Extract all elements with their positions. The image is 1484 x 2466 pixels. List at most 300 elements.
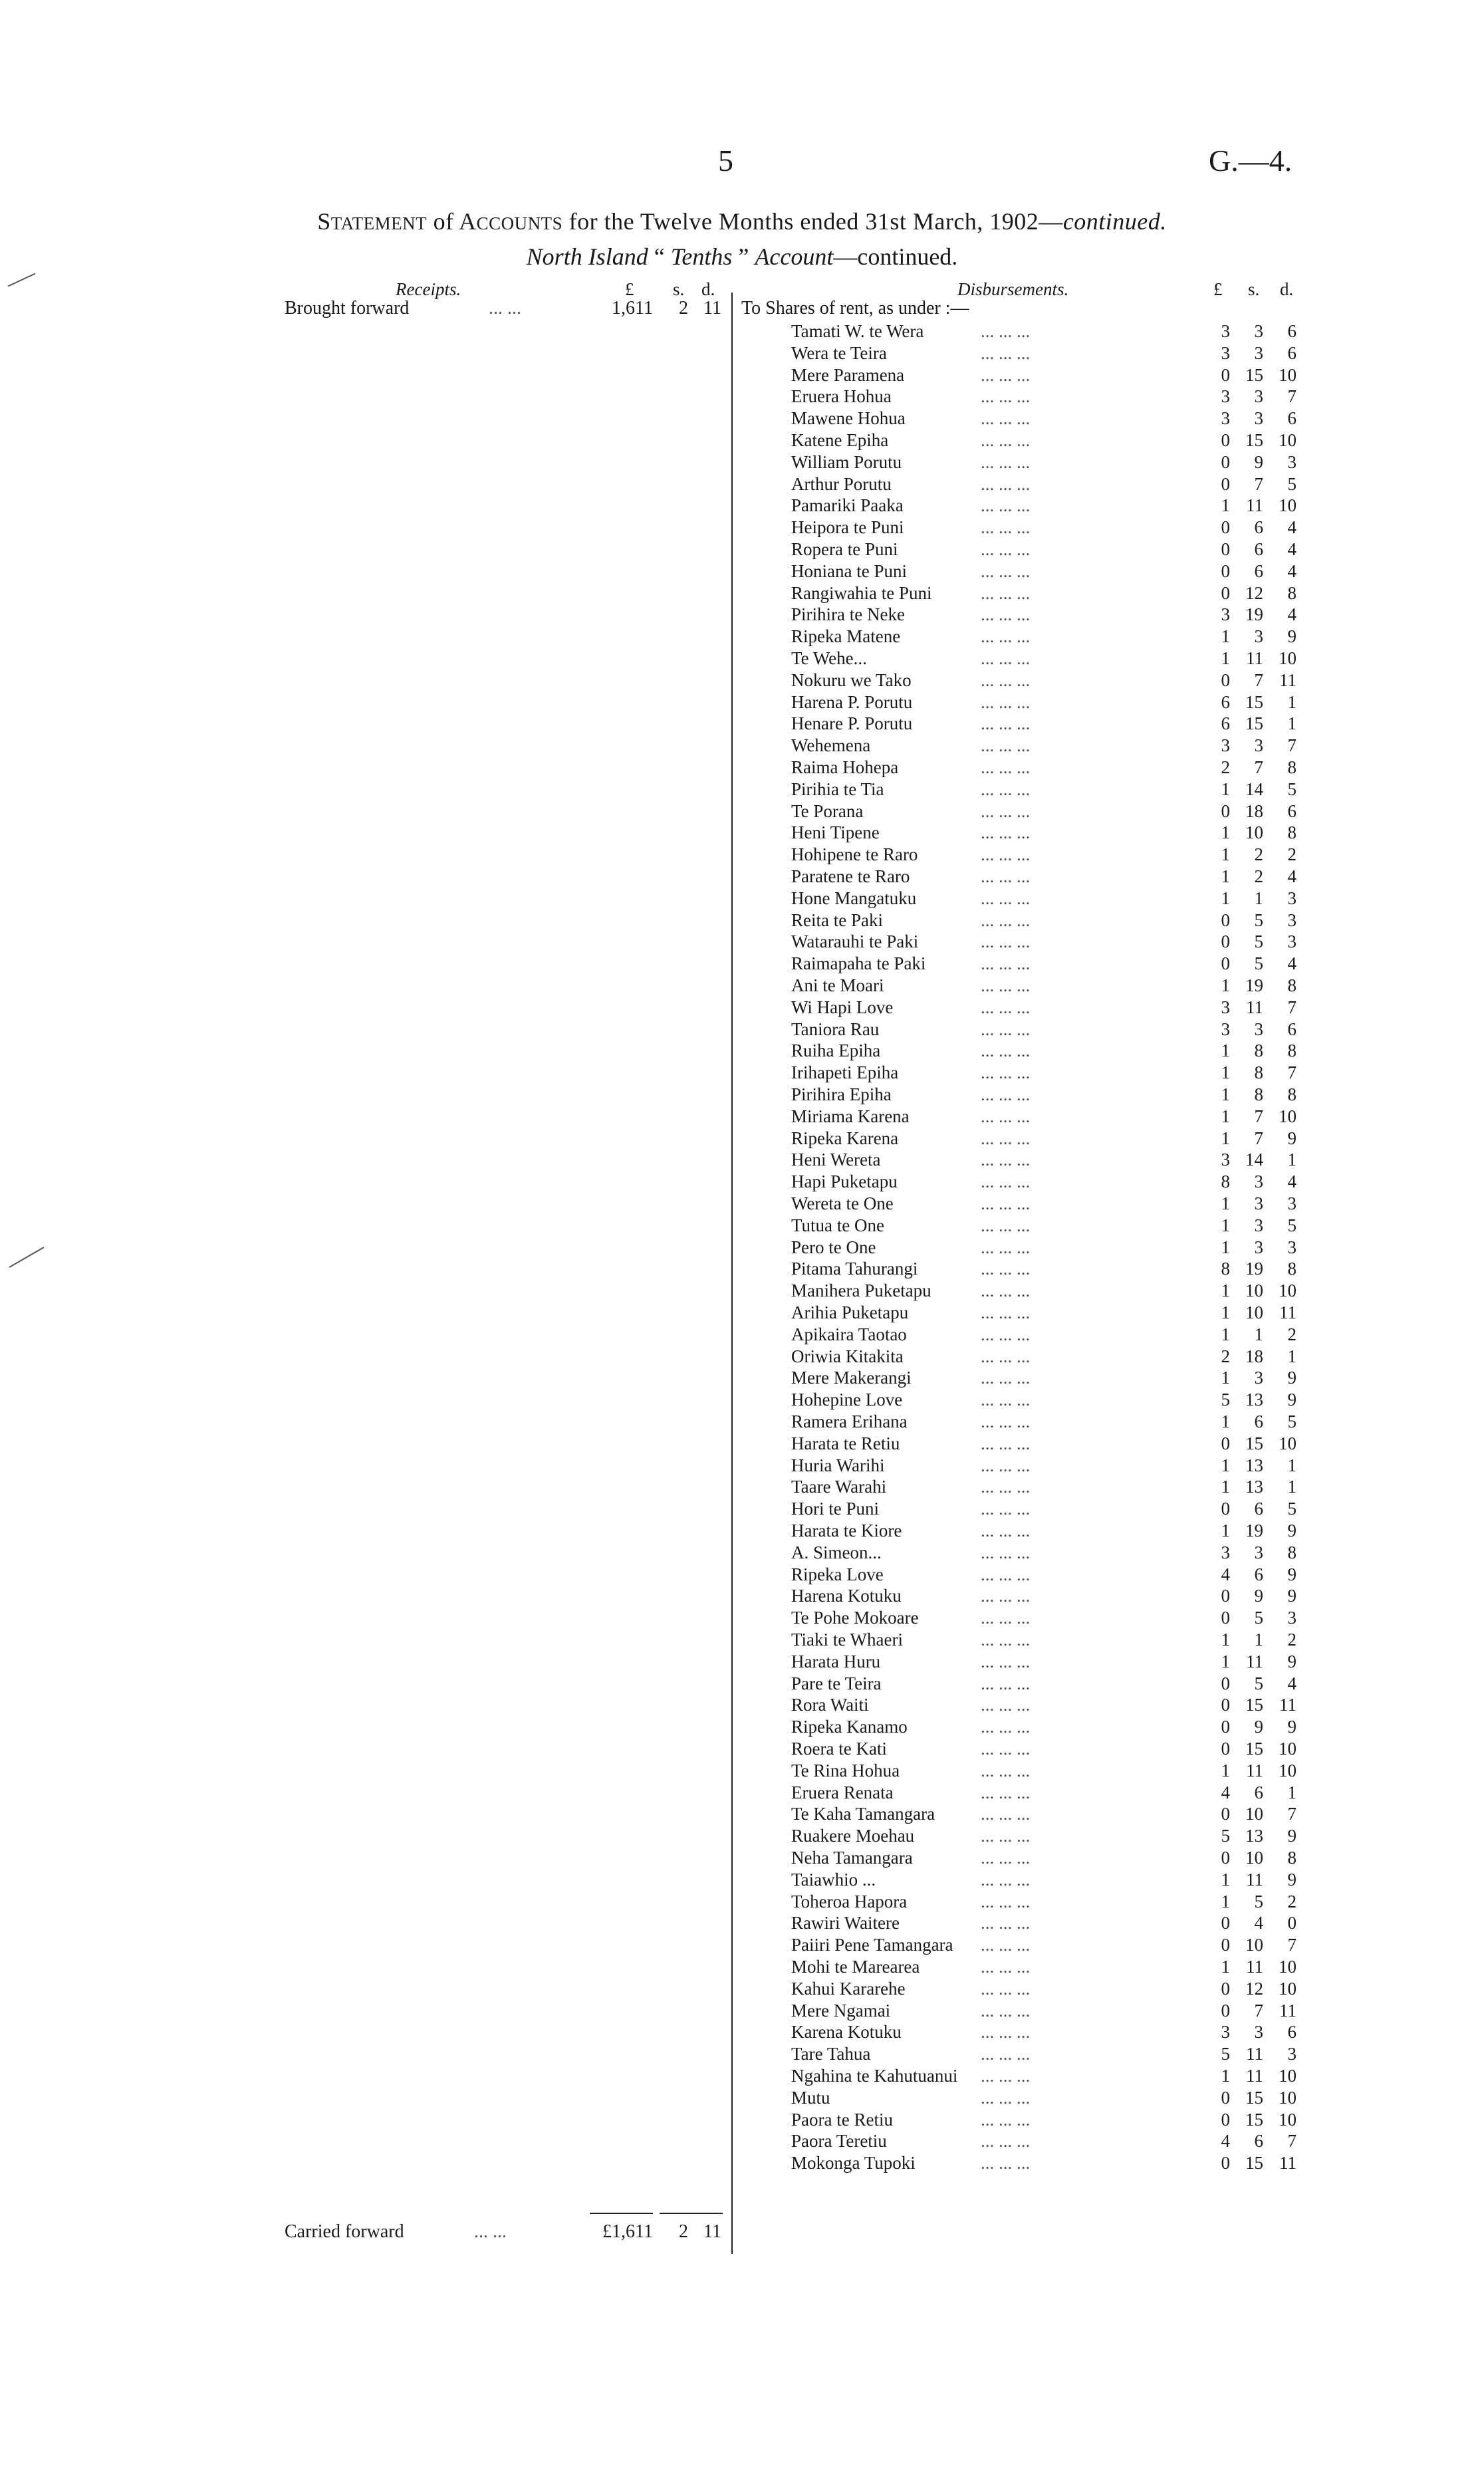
row-pence: 7 bbox=[1287, 1804, 1297, 1824]
row-leader-dots: ... ... ... bbox=[981, 931, 1031, 952]
row-pence: 8 bbox=[1287, 1084, 1297, 1104]
row-name: Mutu bbox=[791, 2087, 830, 2108]
row-pence: 2 bbox=[1287, 844, 1297, 865]
row-leader-dots: ... ... ... bbox=[981, 844, 1031, 865]
row-shillings: 3 bbox=[1254, 626, 1263, 647]
row-leader-dots: ... ... ... bbox=[981, 779, 1031, 799]
receipts-col-pounds: £ bbox=[625, 279, 634, 299]
row-name: Ngahina te Kahutuanui bbox=[791, 2066, 958, 2086]
row-pence: 8 bbox=[1287, 822, 1297, 843]
row-pence: 6 bbox=[1287, 801, 1297, 821]
row-pence: 10 bbox=[1279, 2087, 1297, 2108]
row-pounds: 2 bbox=[1221, 757, 1230, 777]
row-name: Watarauhi te Paki bbox=[791, 931, 919, 952]
row-shillings: 3 bbox=[1254, 1019, 1263, 1039]
row-pence: 4 bbox=[1287, 560, 1297, 581]
row-pence: 5 bbox=[1287, 1412, 1297, 1431]
row-pounds: 4 bbox=[1221, 2131, 1230, 2152]
row-shillings: 11 bbox=[1246, 1957, 1263, 1977]
subtitle-tenths: Tenths bbox=[670, 243, 733, 270]
row-leader-dots: ... ... ... bbox=[981, 430, 1031, 450]
row-pence: 8 bbox=[1287, 582, 1297, 603]
row-name: Ani te Moari bbox=[791, 975, 884, 995]
subtitle-north-island: North Island bbox=[526, 243, 648, 270]
row-name: Ruakere Moehau bbox=[791, 1826, 915, 1846]
row-name: Tamati W. te Wera bbox=[791, 321, 924, 341]
row-pounds: 6 bbox=[1221, 691, 1230, 712]
row-pounds: 6 bbox=[1221, 713, 1230, 734]
row-pence: 11 bbox=[1279, 2153, 1297, 2173]
row-leader-dots: ... ... ... bbox=[981, 604, 1031, 625]
brought-forward-label: Brought forward bbox=[285, 298, 410, 318]
row-shillings: 3 bbox=[1254, 386, 1263, 407]
row-shillings: 11 bbox=[1246, 495, 1263, 516]
row-shillings: 5 bbox=[1254, 1608, 1263, 1628]
row-shillings: 19 bbox=[1245, 1259, 1263, 1279]
row-name: Arthur Porutu bbox=[791, 473, 892, 494]
row-name: Heipora te Puni bbox=[791, 517, 904, 538]
row-name: Paiiri Pene Tamangara bbox=[791, 1935, 953, 1955]
row-leader-dots: ... ... ... bbox=[981, 1608, 1031, 1628]
row-name: Taiawhio ... bbox=[791, 1869, 876, 1890]
row-pounds: 0 bbox=[1221, 1433, 1230, 1453]
row-name: Te Kaha Tamangara bbox=[791, 1804, 935, 1824]
row-leader-dots: ... ... ... bbox=[981, 822, 1031, 843]
row-shillings: 14 bbox=[1245, 779, 1263, 799]
title-of: of bbox=[427, 208, 459, 235]
row-name: Hone Mangatuku bbox=[791, 888, 917, 908]
row-leader-dots: ... ... ... bbox=[981, 1957, 1031, 1977]
row-shillings: 18 bbox=[1245, 1346, 1263, 1366]
row-name: Karena Kotuku bbox=[791, 2022, 902, 2042]
row-leader-dots: ... ... ... bbox=[981, 1106, 1031, 1126]
row-pence: 9 bbox=[1287, 626, 1297, 647]
row-pounds: 3 bbox=[1221, 321, 1230, 341]
row-pence: 10 bbox=[1279, 1978, 1297, 1999]
row-name: Paora te Retiu bbox=[791, 2109, 893, 2130]
row-leader-dots: ... ... ... bbox=[981, 1717, 1031, 1737]
row-pence: 10 bbox=[1279, 495, 1297, 516]
row-leader-dots: ... ... ... bbox=[981, 1368, 1031, 1388]
row-name: Reita te Paki bbox=[791, 910, 883, 930]
row-pence: 4 bbox=[1287, 866, 1297, 886]
row-pounds: 1 bbox=[1221, 1521, 1230, 1541]
row-pounds: 0 bbox=[1221, 2153, 1230, 2173]
row-shillings: 1 bbox=[1254, 1630, 1263, 1650]
row-leader-dots: ... ... ... bbox=[981, 1695, 1031, 1715]
row-name: Harena Kotuku bbox=[791, 1586, 902, 1606]
row-pounds: 3 bbox=[1221, 735, 1230, 756]
row-leader-dots: ... ... ... bbox=[981, 1281, 1031, 1301]
row-shillings: 19 bbox=[1245, 975, 1263, 995]
page-subtitle bbox=[0, 243, 1484, 271]
row-shillings: 6 bbox=[1254, 560, 1263, 581]
row-leader-dots: ... ... ... bbox=[981, 1913, 1031, 1933]
row-name: Ramera Erihana bbox=[791, 1412, 908, 1431]
row-name: Ripeka Kanamo bbox=[791, 1717, 908, 1737]
title-accounts-capital: A bbox=[459, 208, 477, 235]
row-pence: 9 bbox=[1287, 1826, 1297, 1846]
row-leader-dots: ... ... ... bbox=[981, 1651, 1031, 1671]
row-shillings: 3 bbox=[1254, 1542, 1263, 1562]
row-pounds: 1 bbox=[1221, 1324, 1230, 1344]
row-leader-dots: ... ... ... bbox=[981, 1433, 1031, 1453]
row-pence: 3 bbox=[1287, 888, 1297, 908]
page-number: 5 bbox=[718, 144, 733, 178]
row-pounds: 1 bbox=[1221, 1215, 1230, 1235]
brought-forward-shillings: 2 bbox=[679, 298, 688, 318]
row-pence: 10 bbox=[1279, 430, 1297, 450]
title-continued: continued. bbox=[1062, 208, 1167, 235]
row-pounds: 1 bbox=[1221, 1957, 1230, 1977]
row-shillings: 11 bbox=[1246, 2044, 1263, 2064]
row-name: Paratene te Raro bbox=[791, 866, 910, 886]
carried-forward-shillings: 2 bbox=[679, 2221, 688, 2242]
row-name: Henare P. Porutu bbox=[791, 713, 913, 734]
row-pounds: 1 bbox=[1221, 1455, 1230, 1475]
row-shillings: 10 bbox=[1245, 1935, 1263, 1955]
row-shillings: 13 bbox=[1245, 1390, 1263, 1410]
row-pounds: 1 bbox=[1221, 1760, 1230, 1781]
row-leader-dots: ... ... ... bbox=[981, 1978, 1031, 1999]
row-pounds: 4 bbox=[1221, 1782, 1230, 1802]
row-shillings: 15 bbox=[1245, 713, 1263, 734]
row-pence: 9 bbox=[1287, 1390, 1297, 1410]
row-leader-dots: ... ... ... bbox=[981, 997, 1031, 1017]
row-pounds: 0 bbox=[1221, 931, 1230, 952]
row-leader-dots: ... ... ... bbox=[981, 1673, 1031, 1693]
row-shillings: 5 bbox=[1254, 1891, 1263, 1911]
row-leader-dots: ... ... ... bbox=[981, 1804, 1031, 1824]
row-pounds: 1 bbox=[1221, 822, 1230, 843]
row-name: Wereta te One bbox=[791, 1193, 894, 1213]
row-leader-dots: ... ... ... bbox=[981, 1237, 1031, 1257]
row-shillings: 3 bbox=[1254, 321, 1263, 341]
row-leader-dots: ... ... ... bbox=[981, 1630, 1031, 1650]
row-pounds: 1 bbox=[1221, 1302, 1230, 1322]
row-name: Katene Epiha bbox=[791, 430, 889, 450]
row-leader-dots: ... ... ... bbox=[981, 1521, 1031, 1541]
row-leader-dots: ... ... ... bbox=[981, 866, 1031, 886]
row-name: Te Rina Hohua bbox=[791, 1760, 900, 1781]
row-pence: 11 bbox=[1279, 2000, 1297, 2021]
row-name: Hori te Puni bbox=[791, 1499, 879, 1519]
row-pounds: 5 bbox=[1221, 2044, 1230, 2064]
row-name: Te Pohe Mokoare bbox=[791, 1608, 919, 1628]
row-name: Ruiha Epiha bbox=[791, 1041, 881, 1061]
row-leader-dots: ... ... ... bbox=[981, 1477, 1031, 1497]
row-pence: 4 bbox=[1287, 953, 1297, 974]
carried-forward-pounds: £1,611 bbox=[602, 2221, 653, 2242]
row-pounds: 0 bbox=[1221, 539, 1230, 559]
row-shillings: 13 bbox=[1245, 1826, 1263, 1846]
row-name: William Porutu bbox=[791, 451, 902, 472]
row-shillings: 11 bbox=[1246, 1760, 1263, 1781]
row-shillings: 5 bbox=[1254, 910, 1263, 930]
row-pounds: 0 bbox=[1221, 801, 1230, 821]
row-shillings: 9 bbox=[1254, 1586, 1263, 1606]
row-name: Mohi te Marearea bbox=[791, 1957, 920, 1977]
row-shillings: 7 bbox=[1254, 1106, 1263, 1126]
row-shillings: 6 bbox=[1254, 539, 1263, 559]
disbursements-header: Disbursements. bbox=[957, 279, 1069, 299]
row-name: A. Simeon... bbox=[791, 1542, 882, 1562]
row-pence: 5 bbox=[1287, 473, 1297, 494]
row-leader-dots: ... ... ... bbox=[981, 560, 1031, 581]
row-shillings: 6 bbox=[1254, 517, 1263, 538]
row-pence: 10 bbox=[1279, 364, 1297, 385]
row-name: Roera te Kati bbox=[791, 1739, 887, 1759]
row-shillings: 11 bbox=[1246, 648, 1263, 668]
row-pounds: 0 bbox=[1221, 953, 1230, 974]
row-leader-dots: ... ... ... bbox=[981, 975, 1031, 995]
subtitle-continued: —continued. bbox=[833, 243, 958, 270]
row-name: Huria Warihi bbox=[791, 1455, 885, 1475]
row-pounds: 0 bbox=[1221, 1739, 1230, 1759]
total-rule-shillings-pence bbox=[660, 2213, 723, 2214]
row-leader-dots: ... ... ... bbox=[981, 1084, 1031, 1104]
row-leader-dots: ... ... ... bbox=[981, 1891, 1031, 1911]
row-shillings: 2 bbox=[1254, 844, 1263, 865]
row-pounds: 1 bbox=[1221, 1193, 1230, 1213]
row-shillings: 15 bbox=[1245, 691, 1263, 712]
row-pence: 8 bbox=[1287, 1259, 1297, 1279]
disbursements-col-shillings: s. bbox=[1248, 279, 1260, 299]
row-shillings: 8 bbox=[1254, 1041, 1263, 1061]
row-leader-dots: ... ... ... bbox=[981, 1041, 1031, 1061]
row-pence: 10 bbox=[1279, 1760, 1297, 1781]
row-pence: 1 bbox=[1287, 1150, 1297, 1170]
subtitle-account: Account bbox=[755, 243, 834, 270]
row-leader-dots: ... ... ... bbox=[981, 1193, 1031, 1213]
row-pence: 6 bbox=[1287, 321, 1297, 341]
row-pence: 3 bbox=[1287, 1193, 1297, 1213]
page-reference: G.—4. bbox=[1209, 144, 1293, 178]
row-leader-dots: ... ... ... bbox=[981, 1390, 1031, 1410]
row-pence: 7 bbox=[1287, 1062, 1297, 1083]
row-leader-dots: ... ... ... bbox=[981, 364, 1031, 385]
row-leader-dots: ... ... ... bbox=[981, 801, 1031, 821]
row-pence: 2 bbox=[1287, 1891, 1297, 1911]
row-leader-dots: ... ... ... bbox=[981, 1826, 1031, 1846]
row-pounds: 3 bbox=[1221, 342, 1230, 363]
row-pence: 6 bbox=[1287, 2022, 1297, 2042]
row-name: Mawene Hohua bbox=[791, 408, 906, 429]
brought-forward-pounds: 1,611 bbox=[612, 298, 653, 318]
disbursement-rows bbox=[0, 320, 1484, 2222]
row-pounds: 0 bbox=[1221, 2000, 1230, 2021]
row-pence: 3 bbox=[1287, 1608, 1297, 1628]
row-name: Paora Teretiu bbox=[791, 2131, 887, 2152]
row-leader-dots: ... ... ... bbox=[981, 691, 1031, 712]
row-name: Rangiwahia te Puni bbox=[791, 582, 932, 603]
row-pounds: 3 bbox=[1221, 1542, 1230, 1562]
row-shillings: 14 bbox=[1245, 1150, 1263, 1170]
row-shillings: 3 bbox=[1254, 1171, 1263, 1192]
row-pence: 3 bbox=[1287, 2044, 1297, 2064]
row-shillings: 18 bbox=[1245, 801, 1263, 821]
row-name: Tiaki te Whaeri bbox=[791, 1630, 903, 1650]
row-pence: 8 bbox=[1287, 1542, 1297, 1562]
row-pounds: 0 bbox=[1221, 517, 1230, 538]
row-leader-dots: ... ... ... bbox=[981, 2066, 1031, 2086]
row-name: Raima Hohepa bbox=[791, 757, 899, 777]
row-pence: 5 bbox=[1287, 779, 1297, 799]
row-shillings: 8 bbox=[1254, 1084, 1263, 1104]
row-shillings: 15 bbox=[1245, 2153, 1263, 2173]
row-shillings: 10 bbox=[1245, 1281, 1263, 1301]
row-pence: 8 bbox=[1287, 1041, 1297, 1061]
row-name: Hohipene te Raro bbox=[791, 844, 918, 865]
row-pence: 7 bbox=[1287, 386, 1297, 407]
row-name: Taare Warahi bbox=[791, 1477, 887, 1497]
row-shillings: 5 bbox=[1254, 1673, 1263, 1693]
row-name: Taniora Rau bbox=[791, 1019, 880, 1039]
row-leader-dots: ... ... ... bbox=[981, 451, 1031, 472]
row-pounds: 3 bbox=[1221, 386, 1230, 407]
row-pence: 9 bbox=[1287, 1368, 1297, 1388]
carried-forward-dots: ... ... bbox=[474, 2221, 507, 2242]
row-pence: 11 bbox=[1279, 1695, 1297, 1715]
row-shillings: 10 bbox=[1245, 822, 1263, 843]
row-pence: 8 bbox=[1287, 757, 1297, 777]
row-pence: 10 bbox=[1279, 1957, 1297, 1977]
row-name: Pero te One bbox=[791, 1237, 876, 1257]
row-shillings: 7 bbox=[1254, 1128, 1263, 1148]
total-rule-pounds bbox=[590, 2213, 653, 2214]
row-leader-dots: ... ... ... bbox=[981, 1302, 1031, 1322]
row-shillings: 19 bbox=[1245, 604, 1263, 625]
row-leader-dots: ... ... ... bbox=[981, 1586, 1031, 1606]
row-shillings: 6 bbox=[1254, 1782, 1263, 1802]
row-name: Mere Paramena bbox=[791, 364, 905, 385]
row-leader-dots: ... ... ... bbox=[981, 1128, 1031, 1148]
row-shillings: 6 bbox=[1254, 1499, 1263, 1519]
row-shillings: 1 bbox=[1254, 1324, 1263, 1344]
carried-forward-pence: 11 bbox=[703, 2221, 721, 2242]
row-leader-dots: ... ... ... bbox=[981, 910, 1031, 930]
row-pence: 9 bbox=[1287, 1586, 1297, 1606]
carried-forward-label: Carried forward bbox=[285, 2221, 404, 2242]
row-pounds: 1 bbox=[1221, 1237, 1230, 1257]
row-pounds: 1 bbox=[1221, 1106, 1230, 1126]
row-pounds: 1 bbox=[1221, 1368, 1230, 1388]
row-pence: 3 bbox=[1287, 451, 1297, 472]
row-name: Raimapaha te Paki bbox=[791, 953, 926, 974]
receipts-col-shillings: s. bbox=[673, 279, 685, 299]
row-pounds: 3 bbox=[1221, 408, 1230, 429]
row-pounds: 5 bbox=[1221, 1390, 1230, 1410]
row-leader-dots: ... ... ... bbox=[981, 2131, 1031, 2152]
row-name: Ropera te Puni bbox=[791, 539, 898, 559]
row-leader-dots: ... ... ... bbox=[981, 1324, 1031, 1344]
row-leader-dots: ... ... ... bbox=[981, 1869, 1031, 1890]
row-pence: 5 bbox=[1287, 1215, 1297, 1235]
row-name: Neha Tamangara bbox=[791, 1848, 913, 1868]
disbursements-col-pence: d. bbox=[1280, 279, 1294, 299]
row-pounds: 3 bbox=[1221, 1019, 1230, 1039]
page-title bbox=[0, 207, 1484, 235]
row-shillings: 5 bbox=[1254, 953, 1263, 974]
row-shillings: 13 bbox=[1245, 1455, 1263, 1475]
row-pence: 8 bbox=[1287, 1848, 1297, 1868]
row-pounds: 3 bbox=[1221, 604, 1230, 625]
row-shillings: 2 bbox=[1254, 866, 1263, 886]
row-name: Nokuru we Tako bbox=[791, 670, 912, 690]
row-leader-dots: ... ... ... bbox=[981, 735, 1031, 756]
row-pounds: 0 bbox=[1221, 1848, 1230, 1868]
row-name: Harata Huru bbox=[791, 1651, 881, 1671]
row-leader-dots: ... ... ... bbox=[981, 408, 1031, 429]
row-pounds: 0 bbox=[1221, 1673, 1230, 1693]
row-shillings: 19 bbox=[1245, 1521, 1263, 1541]
row-pence: 11 bbox=[1279, 670, 1297, 690]
row-pounds: 3 bbox=[1221, 997, 1230, 1017]
row-pounds: 0 bbox=[1221, 1586, 1230, 1606]
row-shillings: 11 bbox=[1246, 997, 1263, 1017]
row-name: Pitama Tahurangi bbox=[791, 1259, 918, 1279]
row-pence: 4 bbox=[1287, 604, 1297, 625]
row-leader-dots: ... ... ... bbox=[981, 648, 1031, 668]
row-leader-dots: ... ... ... bbox=[981, 1171, 1031, 1192]
row-shillings: 15 bbox=[1245, 1739, 1263, 1759]
row-leader-dots: ... ... ... bbox=[981, 953, 1031, 974]
row-shillings: 15 bbox=[1245, 1433, 1263, 1453]
row-pence: 1 bbox=[1287, 1346, 1297, 1366]
row-pence: 7 bbox=[1287, 997, 1297, 1017]
row-pence: 1 bbox=[1287, 713, 1297, 734]
row-leader-dots: ... ... ... bbox=[981, 582, 1031, 603]
row-name: Heni Wereta bbox=[791, 1150, 881, 1170]
row-pence: 9 bbox=[1287, 1564, 1297, 1584]
row-leader-dots: ... ... ... bbox=[981, 1062, 1031, 1083]
row-shillings: 3 bbox=[1254, 1368, 1263, 1388]
row-shillings: 15 bbox=[1245, 2109, 1263, 2130]
row-leader-dots: ... ... ... bbox=[981, 626, 1031, 647]
row-pounds: 1 bbox=[1221, 2066, 1230, 2086]
receipts-header: Receipts. bbox=[396, 279, 461, 299]
row-pounds: 0 bbox=[1221, 582, 1230, 603]
row-pounds: 0 bbox=[1221, 910, 1230, 930]
row-leader-dots: ... ... ... bbox=[981, 2109, 1031, 2130]
row-pence: 4 bbox=[1287, 1673, 1297, 1693]
row-pence: 1 bbox=[1287, 1477, 1297, 1497]
row-name: Wehemena bbox=[791, 735, 871, 756]
title-lead-capital: S bbox=[317, 208, 331, 235]
row-pence: 9 bbox=[1287, 1128, 1297, 1148]
row-leader-dots: ... ... ... bbox=[981, 1848, 1031, 1868]
row-pounds: 0 bbox=[1221, 1804, 1230, 1824]
row-shillings: 3 bbox=[1254, 735, 1263, 756]
receipts-col-pence: d. bbox=[701, 279, 715, 299]
row-name: Wi Hapi Love bbox=[791, 997, 894, 1017]
row-shillings: 10 bbox=[1245, 1302, 1263, 1322]
row-pence: 4 bbox=[1287, 517, 1297, 538]
row-pence: 1 bbox=[1287, 691, 1297, 712]
row-pounds: 0 bbox=[1221, 1717, 1230, 1737]
row-leader-dots: ... ... ... bbox=[981, 670, 1031, 690]
title-accounts-smallcaps: CCOUNTS bbox=[476, 213, 563, 233]
row-pence: 9 bbox=[1287, 1869, 1297, 1890]
row-pounds: 3 bbox=[1221, 2022, 1230, 2042]
row-pence: 11 bbox=[1279, 1302, 1297, 1322]
row-leader-dots: ... ... ... bbox=[981, 1782, 1031, 1802]
row-name: Mokonga Tupoki bbox=[791, 2153, 916, 2173]
row-pence: 9 bbox=[1287, 1521, 1297, 1541]
row-leader-dots: ... ... ... bbox=[981, 342, 1031, 363]
row-name: Te Wehe... bbox=[791, 648, 867, 668]
row-shillings: 3 bbox=[1254, 342, 1263, 363]
